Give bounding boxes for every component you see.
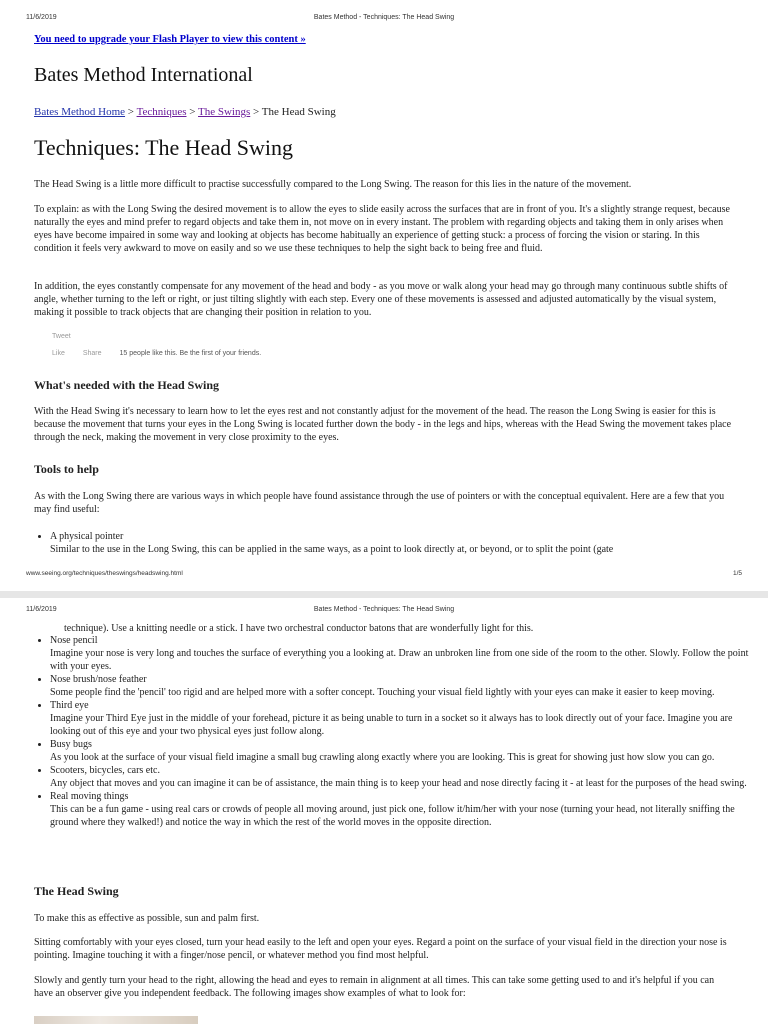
breadcrumb-separator: >: [250, 106, 262, 118]
head-swing-paragraph-2: Sitting comfortably with your eyes closed, turn your head easily to the left and open your eyes. Regard a point on the surface of your visual field in the direction your nose is pointing. Imagine touching it with a finger/nose pencil, or whatever method you find most helpful.: [34, 937, 727, 961]
print-footer: [24, 570, 744, 582]
breadcrumb: [34, 106, 336, 118]
print-url: www.seeing.org/techniques/theswings/headswing.html: [26, 570, 183, 577]
site-title: Bates Method International: [34, 64, 253, 86]
tool-title: Third eye: [50, 700, 89, 711]
print-header: [24, 14, 744, 26]
tool-title: Nose pencil: [50, 635, 98, 646]
intro-paragraph-3: In addition, the eyes constantly compensate for any movement of the head and body - as you move or walk along your head may go through many continuous subtle shifts of angle, whether turning to the left or right, or just tilting slightly with each step. Every one of these movements is assessed and adjusted automatically by the visual system, making it possible to track objects that are changing their position in relation to you.: [34, 281, 728, 318]
like-button[interactable]: Like: [52, 350, 65, 357]
head-swing-paragraph-3: Slowly and gently turn your head to the right, allowing the head and eyes to remain in alignment at all times. This can take some getting used to and it's helpful if you can have an observer give you independent feedback. The following images show examples of what to look for:: [34, 975, 715, 999]
list-item: [50, 738, 750, 764]
section-heading-tools: Tools to help: [34, 462, 99, 476]
breadcrumb-techniques-link[interactable]: Techniques: [136, 106, 187, 118]
page-title: Techniques: The Head Swing: [34, 135, 293, 160]
intro-paragraph-1: The Head Swing is a little more difficult to practise successfully compared to the Long Swing. The reason for this lies in the nature of the movement.: [34, 179, 632, 190]
breadcrumb-current: The Head Swing: [261, 106, 336, 118]
breadcrumb-swings-link[interactable]: The Swings: [198, 106, 251, 118]
example-image: [34, 1016, 198, 1024]
head-swing-paragraph-1: To make this as effective as possible, sun and palm first.: [34, 913, 260, 924]
breadcrumb-home-link[interactable]: Bates Method Home: [34, 106, 126, 118]
breadcrumb-separator: >: [125, 106, 137, 118]
tools-paragraph: As with the Long Swing there are various ways in which people have found assistance through the use of pointers or with the conceptual equivalent. Here are a few that you may find useful:: [34, 491, 725, 515]
tool-description: Any object that moves and you can imagine it can be of assistance, the main thing is to keep your head and nose directly facing it - at least for the purposes of the head swing.: [50, 778, 747, 789]
page-break: [0, 591, 768, 598]
tool-title: Nose brush/nose feather: [50, 674, 147, 685]
breadcrumb-separator: >: [186, 106, 199, 118]
section-heading-head-swing: The Head Swing: [34, 884, 119, 898]
needed-paragraph: With the Head Swing it's necessary to learn how to let the eyes rest and not constantly adjust for the movement of the head. The reason the Long Swing is easier for this is because the movement that turns your eyes in the Long Swing is located further down the body - in the legs and hips, whereas with the Head Swing the movement takes place through the neck, making the movement in very close proximity to the eyes.: [34, 406, 732, 443]
tool-description: As you look at the surface of your visual field imagine a small bug crawling along exactly where you are looking. This is great for showing just how slow you can go.: [50, 752, 715, 763]
list-item: [50, 764, 750, 790]
print-date: 11/6/2019: [26, 606, 57, 613]
print-title: Bates Method - Techniques: The Head Swing: [313, 14, 455, 21]
likes-count-text: 15 people like this. Be the first of your friends.: [119, 350, 262, 357]
tools-list: [34, 530, 750, 556]
tool-title: Real moving things: [50, 791, 129, 802]
intro-paragraph-2: To explain: as with the Long Swing the desired movement is to allow the eyes to slide easily across the surfaces that are in front of you. It's a slightly strange request, because naturally the eyes and mind prefer to regard objects and take them in, not move on in every instant. The problem with regarding objects and taking them in only arises when eyes have become impaired in some way and looking at objects has become habitually an experience of getting stuck: a process of forcing the vision or staring. In this condition it feels very awkward to move on easily and so we use these techniques to help the sight back to being free and fluid.: [34, 204, 730, 254]
list-item: [50, 530, 750, 556]
tool-title: Scooters, bicycles, cars etc.: [50, 765, 160, 776]
list-item: [50, 673, 750, 699]
tool-description: Some people find the 'pencil' too rigid and are helped more with a softer concept. Touching your visual field lightly with your eyes can make it easier to keep moving.: [50, 687, 715, 698]
list-item: [50, 699, 750, 738]
list-item: [50, 634, 750, 673]
tool-title: Busy bugs: [50, 739, 92, 750]
print-header: [24, 606, 744, 618]
print-title: Bates Method - Techniques: The Head Swing: [313, 606, 455, 613]
section-heading-needed: What's needed with the Head Swing: [34, 378, 220, 392]
tweet-button[interactable]: Tweet: [52, 333, 71, 340]
share-button[interactable]: Share: [82, 350, 102, 357]
print-page-2: [0, 598, 768, 1024]
tool-description: Similar to the use in the Long Swing, this can be applied in the same ways, as a point to look directly at, or beyond, or to split the point (gate: [50, 544, 614, 555]
tool-description: Imagine your nose is very long and touches the surface of everything you a looking at. Draw an unbroken line from one side of the room to the other. Slowly. Follow the point with your eyes.: [50, 648, 749, 672]
tool-description: Imagine your Third Eye just in the middle of your forehead, picture it as being unable to turn in a socket so it always has to look directly out of your face. Imagine you are looking out of this eye and your two physical eyes just follow along.: [50, 713, 733, 737]
tool-description-continued: technique). Use a knitting needle or a stick. I have two orchestral conductor batons that are wonderfully light for this.: [64, 623, 534, 634]
flash-upgrade-link[interactable]: You need to upgrade your Flash Player to view this content »: [34, 34, 306, 45]
list-item: [50, 790, 750, 829]
tools-list: [34, 634, 750, 829]
tool-description: This can be a fun game - using real cars or crowds of people all moving around, just pick one, follow it/him/her with your nose (turning your head, not literally sniffing the ground where they walked!) and notice the way in which the rest of the world moves in the opposite direction.: [50, 804, 735, 828]
social-bar: [52, 350, 279, 357]
print-page-number: 1/5: [732, 570, 742, 577]
tool-title: A physical pointer: [50, 531, 124, 542]
print-date: 11/6/2019: [26, 14, 57, 21]
